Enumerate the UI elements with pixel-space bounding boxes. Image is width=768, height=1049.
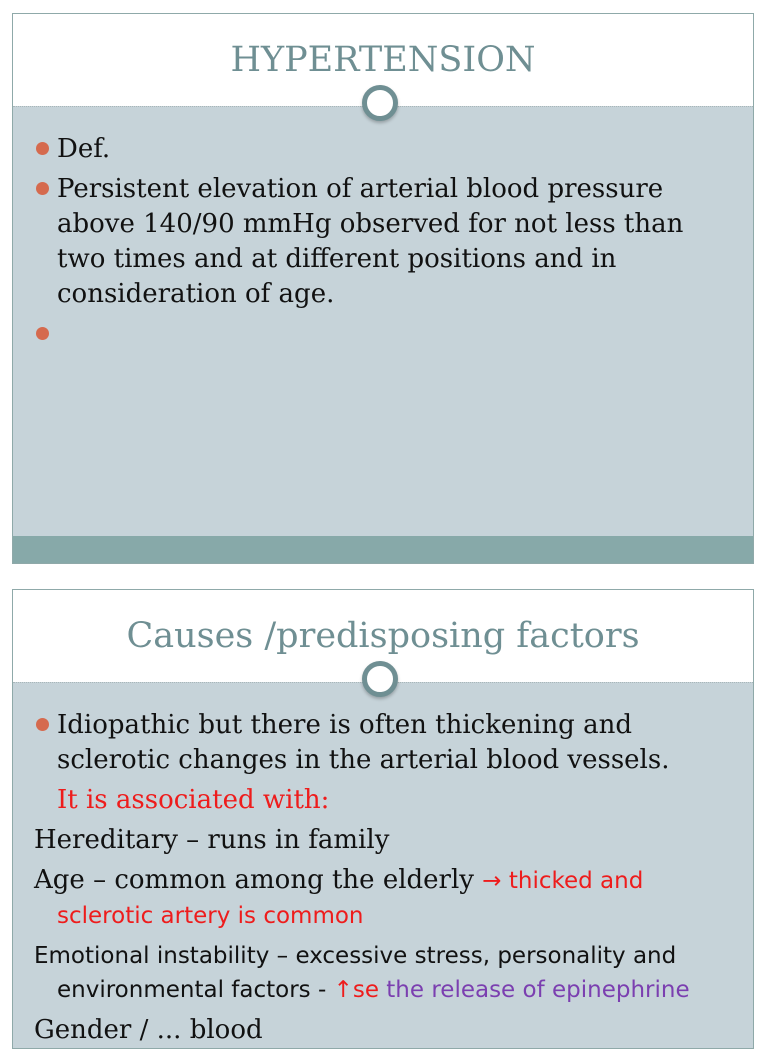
association-heading	[13, 783, 753, 817]
bullet-text: Persistent elevation of arterial blood pressure above 140/90 mmHg observed for not less than two times and at different positions and in consideration of age.	[57, 174, 684, 309]
hereditary-text: Hereditary – runs in family	[34, 825, 390, 855]
bullet-dot-icon	[36, 182, 49, 195]
slide-title: Causes /predisposing factors	[126, 616, 640, 656]
emotional-text: Emotional instability – excessive stress, personality and environmental factors -	[34, 943, 677, 1003]
slide-content	[13, 708, 753, 1049]
bullet-dot-icon	[36, 327, 49, 340]
bullet-item	[13, 708, 753, 778]
emotional-note: the release of epinephrine	[386, 977, 690, 1003]
bullet-dot-icon	[36, 142, 49, 155]
age-item	[13, 863, 753, 933]
bullet-dot-icon	[36, 718, 49, 731]
emotional-arrow: ↑se	[333, 977, 387, 1003]
bullet-item	[13, 172, 753, 312]
bullet-text: Def.	[57, 134, 111, 164]
age-text: Age – common among the elderly	[34, 865, 483, 895]
slide-title: HYPERTENSION	[230, 40, 536, 80]
slide-content	[13, 132, 753, 357]
emotional-item	[13, 939, 753, 1007]
association-label: It is associated with:	[57, 785, 330, 815]
circle-ornament-icon	[362, 661, 398, 697]
bullet-item-empty	[13, 317, 753, 352]
circle-ornament-icon	[362, 85, 398, 121]
hereditary-item	[13, 823, 753, 857]
bullet-text: Idiopathic but there is often thickening and sclerotic changes in the arterial blood vessels.	[57, 710, 670, 775]
cutoff-item	[13, 1013, 753, 1047]
age-note: → thicked and sclerotic artery is common	[57, 868, 644, 929]
cutoff-text: Gender / ... blood	[34, 1015, 263, 1045]
slide-causes	[12, 589, 754, 1049]
footer-band	[13, 536, 753, 563]
bullet-item	[13, 132, 753, 167]
slide-hypertension	[12, 13, 754, 564]
